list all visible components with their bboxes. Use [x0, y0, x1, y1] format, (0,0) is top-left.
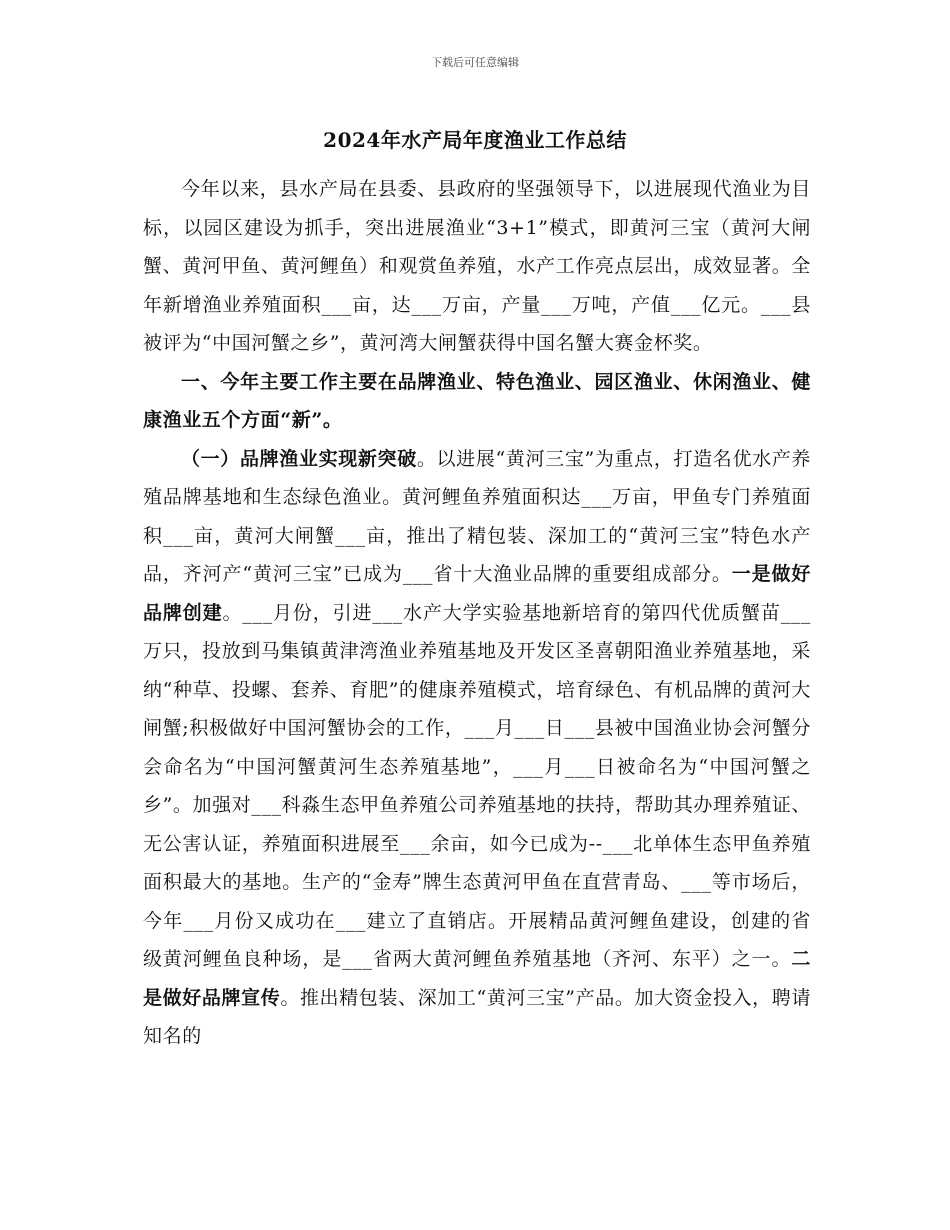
paragraph-text: 。推出精包装、深加工“黄河三宝”产品。加大资金投入，聘请知名的 — [143, 986, 812, 1047]
section-paragraph-1 — [143, 440, 811, 1056]
section-heading-1: 一、今年主要工作主要在品牌渔业、特色渔业、园区渔业、休闲渔业、健康渔业五个方面“新”。 — [143, 370, 811, 431]
intro-paragraph: 今年以来，县水产局在县委、县政府的坚强领导下，以进展现代渔业为目标，以园区建设为抓手，突出进展渔业“3+1”模式，即黄河三宝（黄河大闸蟹、黄河甲鱼、黄河鲤鱼）和观赏鱼养殖，水产工作亮点层出，成效显著。全年新增渔业养殖面积___亩，达___万亩，产量___万吨，产值___亿元。___县被评为“中国河蟹之乡”，黄河湾大闸蟹获得中国名蟹大赛金杯奖。 — [143, 178, 811, 354]
bold-phrase-brand-creation: 一是做好品牌创建 — [143, 563, 811, 624]
paragraph-text: 。以进展“黄河三宝”为重点，打造名优水产养殖品牌基地和生态绿色渔业。黄河鲤鱼养殖面积达___万亩，甲鱼专门养殖面积___亩，黄河大闸蟹___亩，推出了精包装、深加工的“黄河三宝”特色水产品，齐河产“黄河三宝”已成为___省十大渔业品牌的重要组成部分。 — [143, 447, 812, 585]
bold-phrase-brand-promotion: 二是做好品牌宣传 — [143, 948, 811, 1009]
page-header: 下载后可任意编辑 — [431, 56, 519, 69]
subsection-heading: （一）品牌渔业实现新突破 — [181, 447, 417, 470]
document-title: 2024年水产局年度渔业工作总结 — [323, 128, 627, 152]
document-body — [143, 170, 811, 1056]
paragraph-text: 。___月份，引进___水产大学实验基地新培育的第四代优质蟹苗___万只，投放到马集镇黄津湾渔业养殖基地及开发区圣喜朝阳渔业养殖基地，采纳“种草、投螺、套养、育肥”的健康养殖模式，培育绿色、有机品牌的黄河大闸蟹;积极做好中国河蟹协会的工作，___月___日___县被中国渔业协会河蟹分会命名为“中国河蟹黄河生态养殖基地”，___月___日被命名为“中国河蟹之乡”。加强对___科淼生态甲鱼养殖公司养殖基地的扶持，帮助其办理养殖证、无公害认证，养殖面积进展至___余亩，如今已成为--___北单体生态甲鱼养殖面积最大的基地。生产的“金寿”牌生态黄河甲鱼在直营青岛、___等市场后，今年___月份又成功在___建立了直销店。开展精品黄河鲤鱼建设，创建的省级黄河鲤鱼良种场，是___省两大黄河鲤鱼养殖基地（齐河、东平）之一。 — [143, 601, 811, 970]
